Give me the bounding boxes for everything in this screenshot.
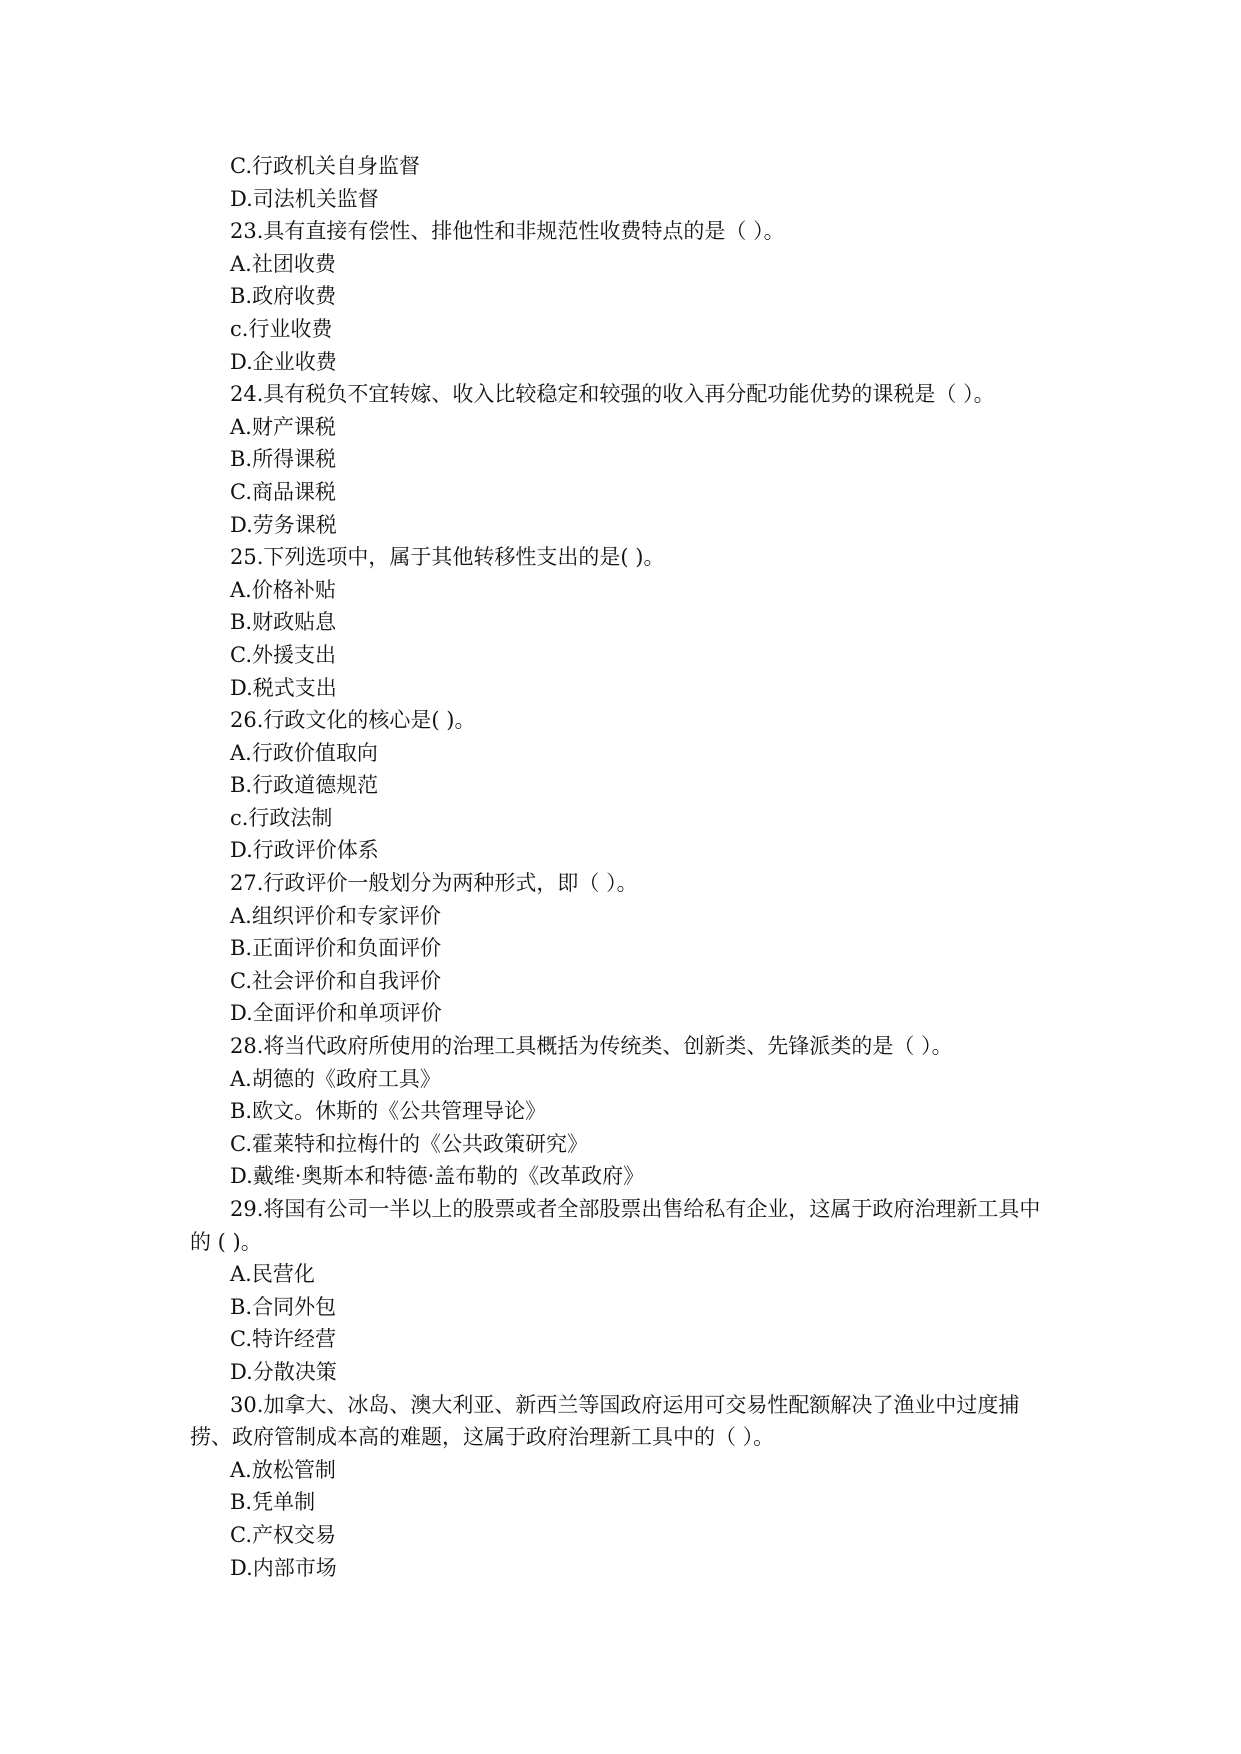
answer-option: B.行政道德规范	[230, 773, 379, 798]
answer-option: C.产权交易	[230, 1522, 336, 1547]
answer-option: B.正面评价和负面评价	[230, 936, 442, 961]
answer-option: C.特许经营	[230, 1327, 336, 1352]
question-stem: 28.将当代政府所使用的治理工具概括为传统类、创新类、先锋派类的是（ ）。	[230, 1034, 953, 1059]
answer-option: B.财政贴息	[230, 610, 337, 635]
document-body	[190, 150, 1060, 1584]
question-stem: 27.行政评价一般划分为两种形式，即（ ）。	[230, 871, 638, 896]
answer-option: C.商品课税	[230, 479, 336, 504]
answer-option: D.行政评价体系	[230, 838, 379, 863]
answer-option: B.合同外包	[230, 1294, 337, 1319]
answer-option: A.财产课税	[230, 414, 336, 439]
question-block	[190, 1193, 1060, 1389]
answer-option: C.外援支出	[230, 642, 336, 667]
answer-option: D.全面评价和单项评价	[230, 1001, 442, 1026]
question-stem: 23.具有直接有偿性、排他性和非规范性收费特点的是（ ）。	[230, 219, 785, 244]
question-stem: 25.下列选项中，属于其他转移性支出的是( )。	[230, 545, 665, 570]
question-block	[190, 541, 1060, 704]
answer-option: B.政府收费	[230, 284, 337, 309]
question-block	[190, 1389, 1060, 1585]
answer-option: D.劳务课税	[230, 512, 337, 537]
answer-option: B.凭单制	[230, 1490, 316, 1515]
answer-option: c.行业收费	[230, 316, 333, 341]
answer-option: B.所得课税	[230, 447, 337, 472]
question-stem: 30.加拿大、冰岛、澳大利亚、新西兰等国政府运用可交易性配额解决了渔业中过度捕捞、政府管制成本高的难题，这属于政府治理新工具中的（ ）。	[190, 1392, 1020, 1450]
answer-option: A.放松管制	[230, 1457, 336, 1482]
answer-option: c.行政法制	[230, 805, 333, 830]
question-block	[190, 867, 1060, 1030]
question-block	[190, 1030, 1060, 1193]
answer-option: A.胡德的《政府工具》	[230, 1066, 441, 1091]
question-block	[190, 378, 1060, 541]
answer-option: A.社团收费	[230, 251, 336, 276]
answer-option: A.行政价值取向	[230, 740, 378, 765]
question-stem: 29.将国有公司一半以上的股票或者全部股票出售给私有企业，这属于政府治理新工具中的 ( )。	[190, 1197, 1041, 1254]
answer-option: D.内部市场	[230, 1555, 337, 1580]
question-list	[190, 215, 1060, 1584]
answer-option: D.分散决策	[230, 1359, 337, 1384]
answer-option: B.欧文。休斯的《公共管理导论》	[230, 1099, 547, 1124]
answer-option: A.民营化	[230, 1262, 315, 1287]
answer-option: A.组织评价和专家评价	[230, 903, 441, 928]
answer-option: C.社会评价和自我评价	[230, 968, 441, 993]
question-stem: 24.具有税负不宜转嫁、收入比较稳定和较强的收入再分配功能优势的课税是（ ）。	[230, 382, 995, 407]
question-stem: 26.行政文化的核心是( )。	[230, 708, 476, 733]
leading-option: D.司法机关监督	[230, 186, 379, 211]
answer-option: D.税式支出	[230, 675, 337, 700]
answer-option: C.霍莱特和拉梅什的《公共政策研究》	[230, 1131, 588, 1156]
answer-option: D.企业收费	[230, 349, 337, 374]
question-block	[190, 215, 1060, 378]
answer-option: A.价格补贴	[230, 577, 336, 602]
leading-option: C.行政机关自身监督	[230, 154, 420, 178]
question-block	[190, 704, 1060, 867]
answer-option: D.戴维·奥斯本和特德·盖布勒的《改革政府》	[230, 1164, 645, 1189]
